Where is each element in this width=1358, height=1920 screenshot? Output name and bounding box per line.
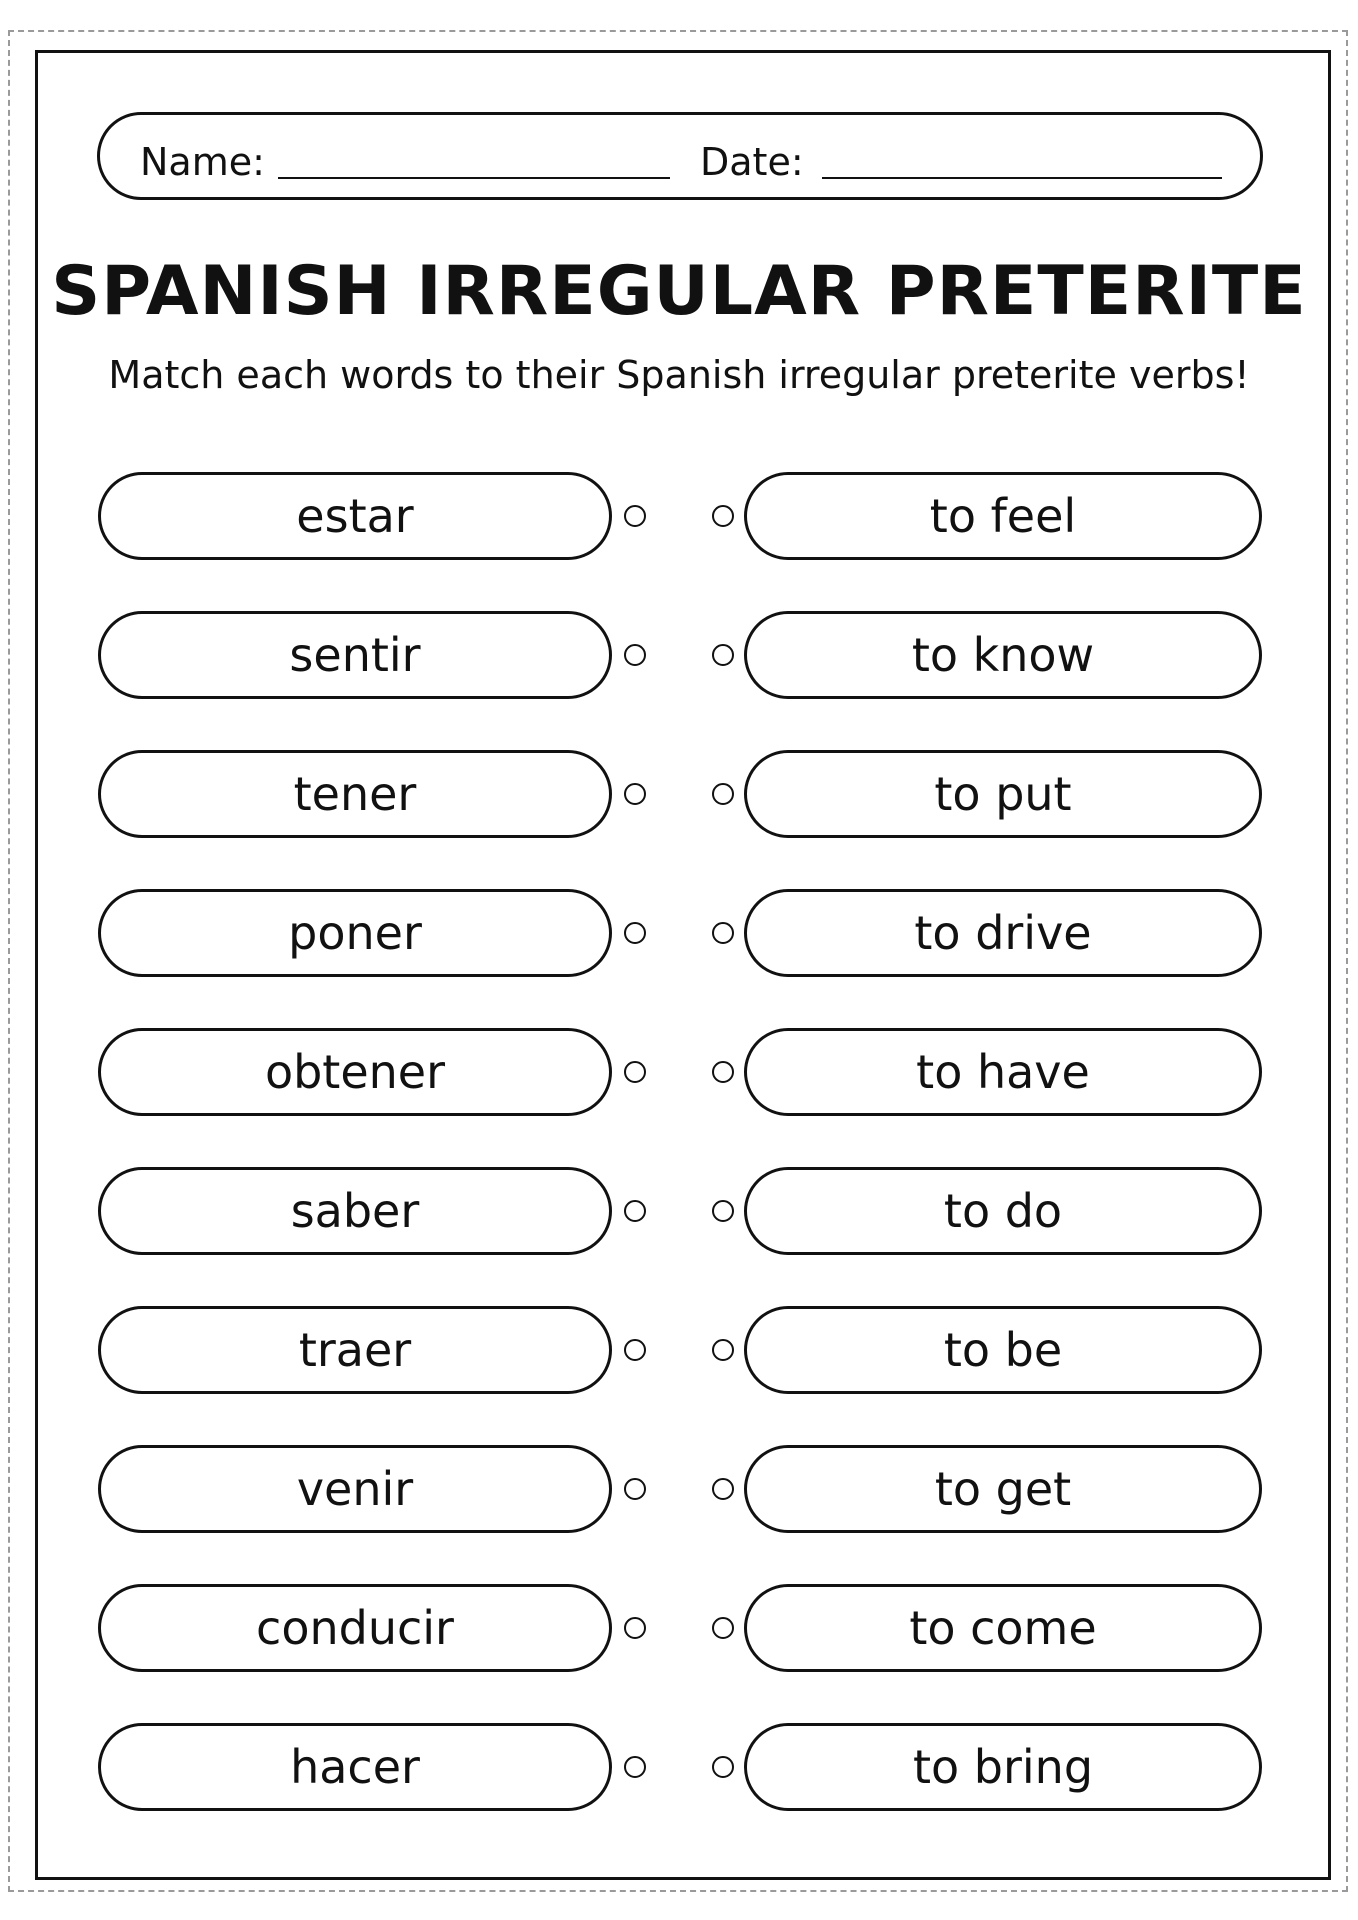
english-connector-dot[interactable] <box>712 783 734 805</box>
english-connector-dot[interactable] <box>712 1061 734 1083</box>
name-label: Name: <box>140 140 265 184</box>
english-meaning-box: to do <box>744 1167 1262 1255</box>
english-connector-dot[interactable] <box>712 1478 734 1500</box>
name-field[interactable] <box>278 177 670 179</box>
name-date-bar <box>97 112 1263 200</box>
spanish-connector-dot[interactable] <box>624 783 646 805</box>
english-connector-dot[interactable] <box>712 1200 734 1222</box>
english-connector-dot[interactable] <box>712 505 734 527</box>
english-meaning-box: to drive <box>744 889 1262 977</box>
spanish-connector-dot[interactable] <box>624 922 646 944</box>
spanish-verb-box: estar <box>98 472 612 560</box>
spanish-verb-box: poner <box>98 889 612 977</box>
match-row <box>0 1723 1358 1811</box>
english-meaning-box: to have <box>744 1028 1262 1116</box>
worksheet-title: SPANISH IRREGULAR PRETERITE <box>51 252 1307 331</box>
english-connector-dot[interactable] <box>712 644 734 666</box>
english-connector-dot[interactable] <box>712 1617 734 1639</box>
spanish-verb-box: obtener <box>98 1028 612 1116</box>
spanish-verb-box: hacer <box>98 1723 612 1811</box>
english-meaning-box: to put <box>744 750 1262 838</box>
match-row <box>0 750 1358 838</box>
english-meaning-box: to know <box>744 611 1262 699</box>
english-meaning-box: to bring <box>744 1723 1262 1811</box>
match-row <box>0 1167 1358 1255</box>
spanish-verb-box: sentir <box>98 611 612 699</box>
english-meaning-box: to get <box>744 1445 1262 1533</box>
spanish-verb-box: tener <box>98 750 612 838</box>
spanish-verb-box: venir <box>98 1445 612 1533</box>
spanish-connector-dot[interactable] <box>624 1200 646 1222</box>
worksheet-instructions: Match each words to their Spanish irregular preterite verbs! <box>108 353 1250 397</box>
english-connector-dot[interactable] <box>712 1756 734 1778</box>
english-meaning-box: to be <box>744 1306 1262 1394</box>
match-row <box>0 1445 1358 1533</box>
match-row <box>0 472 1358 560</box>
english-meaning-box: to come <box>744 1584 1262 1672</box>
spanish-connector-dot[interactable] <box>624 1478 646 1500</box>
english-meaning-box: to feel <box>744 472 1262 560</box>
spanish-connector-dot[interactable] <box>624 1061 646 1083</box>
english-connector-dot[interactable] <box>712 922 734 944</box>
spanish-connector-dot[interactable] <box>624 1339 646 1361</box>
spanish-verb-box: traer <box>98 1306 612 1394</box>
english-connector-dot[interactable] <box>712 1339 734 1361</box>
date-label: Date: <box>700 140 804 184</box>
spanish-verb-box: saber <box>98 1167 612 1255</box>
match-row <box>0 1584 1358 1672</box>
match-row <box>0 889 1358 977</box>
spanish-connector-dot[interactable] <box>624 1617 646 1639</box>
spanish-verb-box: conducir <box>98 1584 612 1672</box>
spanish-connector-dot[interactable] <box>624 644 646 666</box>
match-row <box>0 1306 1358 1394</box>
date-field[interactable] <box>822 177 1222 179</box>
match-row <box>0 611 1358 699</box>
spanish-connector-dot[interactable] <box>624 1756 646 1778</box>
spanish-connector-dot[interactable] <box>624 505 646 527</box>
match-row <box>0 1028 1358 1116</box>
